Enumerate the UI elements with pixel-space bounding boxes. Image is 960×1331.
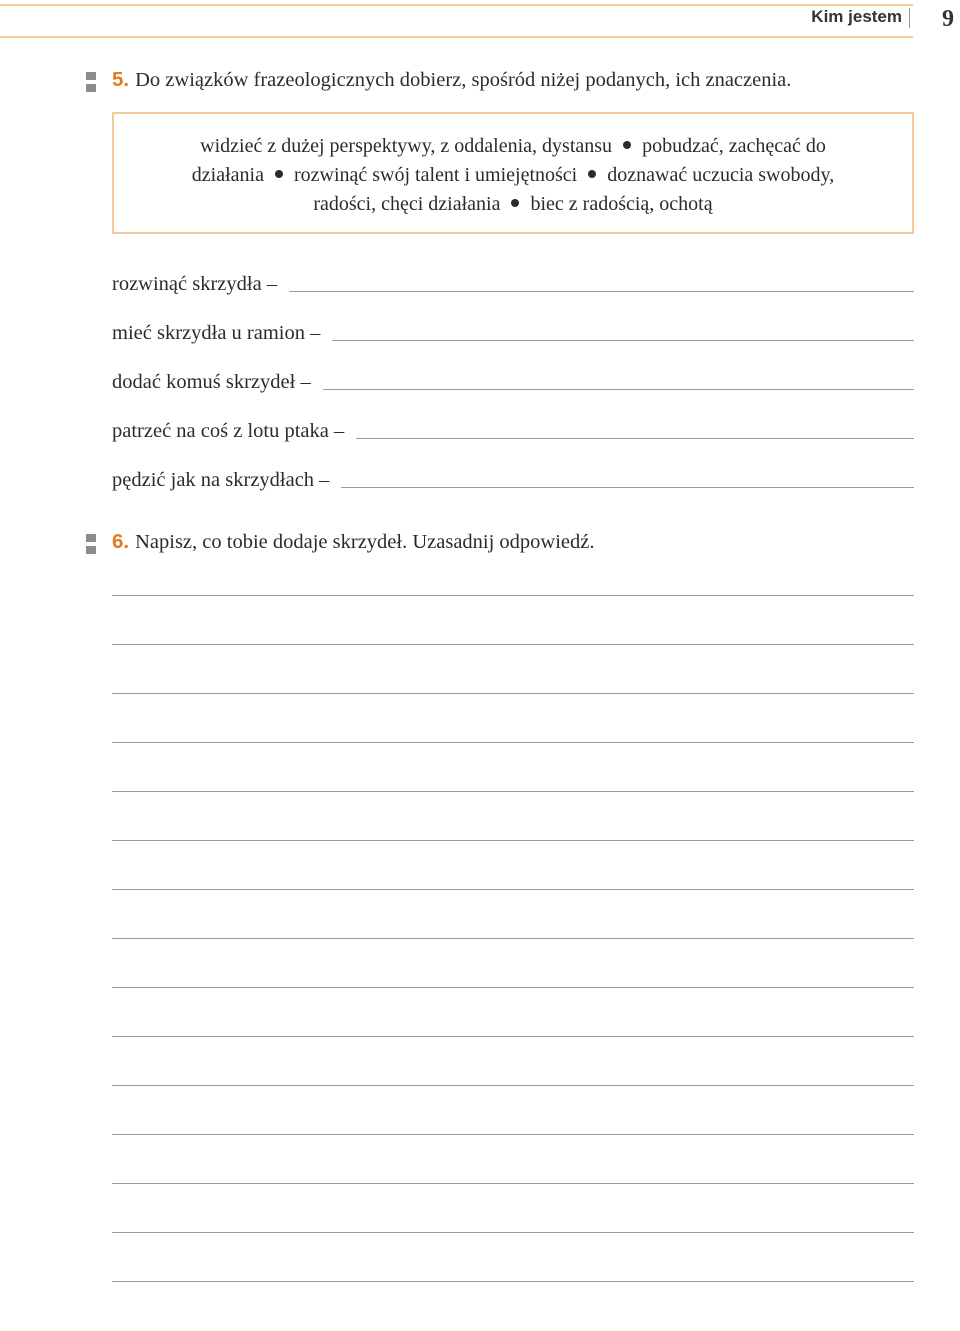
writing-line[interactable] xyxy=(112,791,914,792)
meanings-line-3 xyxy=(134,190,892,219)
writing-line[interactable] xyxy=(112,1281,914,1282)
phrase-label: pędzić jak na skrzydłach – xyxy=(112,469,330,491)
meaning-item: widzieć z dużej perspektywy, z oddalenia, dystansu xyxy=(200,135,613,157)
answer-line[interactable] xyxy=(356,438,914,439)
phrase-label: dodać komuś skrzydeł – xyxy=(112,371,311,393)
task-6-heading xyxy=(112,530,595,554)
phrase-row xyxy=(112,270,914,296)
writing-line[interactable] xyxy=(112,889,914,890)
writing-line[interactable] xyxy=(112,1134,914,1135)
answer-line[interactable] xyxy=(332,340,914,341)
writing-line[interactable] xyxy=(112,987,914,988)
task-marker-icon xyxy=(86,72,96,96)
writing-line[interactable] xyxy=(112,1036,914,1037)
meanings-box xyxy=(112,112,914,234)
writing-line[interactable] xyxy=(112,742,914,743)
answer-line[interactable] xyxy=(323,389,914,390)
answer-line[interactable] xyxy=(289,291,914,292)
writing-line[interactable] xyxy=(112,840,914,841)
meaning-item: biec z radością, ochotą xyxy=(530,193,713,215)
writing-line[interactable] xyxy=(112,1183,914,1184)
writing-line[interactable] xyxy=(112,938,914,939)
meaning-item: pobudzać, zachęcać do xyxy=(642,135,826,157)
phrase-label: rozwinąć skrzydła – xyxy=(112,273,278,295)
chapter-title: Kim jestem xyxy=(811,7,902,26)
bullet-icon xyxy=(588,170,596,178)
phrase-row xyxy=(112,368,914,394)
task-marker-icon xyxy=(86,534,96,558)
phrase-row xyxy=(112,319,914,345)
task-5-instruction: Do związków frazeologicznych dobierz, spośród niżej podanych, ich znaczenia. xyxy=(135,69,792,91)
writing-line[interactable] xyxy=(112,693,914,694)
phrase-label: mieć skrzydła u ramion – xyxy=(112,322,321,344)
phrase-label: patrzeć na coś z lotu ptaka – xyxy=(112,420,345,442)
task-6-instruction: Napisz, co tobie dodaje skrzydeł. Uzasadnij odpowiedź. xyxy=(135,531,595,553)
meaning-item: rozwinąć swój talent i umiejętności xyxy=(293,164,578,186)
task-5-heading xyxy=(112,68,791,92)
meanings-line-2 xyxy=(134,161,892,190)
bullet-icon xyxy=(511,199,519,207)
meaning-item: doznawać uczucia swobody, xyxy=(607,164,835,186)
meaning-item: działania xyxy=(191,164,264,186)
header-divider xyxy=(909,8,910,28)
bullet-icon xyxy=(275,170,283,178)
bullet-icon xyxy=(623,141,631,149)
task-6-number: 6. xyxy=(112,530,130,553)
writing-line[interactable] xyxy=(112,595,914,596)
task-5-number: 5. xyxy=(112,68,130,91)
writing-line[interactable] xyxy=(112,1232,914,1233)
phrase-row xyxy=(112,417,914,443)
page-number: 9 xyxy=(942,6,954,32)
header-bar xyxy=(0,4,913,38)
answer-line[interactable] xyxy=(341,487,914,488)
writing-line[interactable] xyxy=(112,644,914,645)
meanings-line-1 xyxy=(134,132,892,161)
meaning-item: radości, chęci działania xyxy=(313,193,501,215)
phrase-row xyxy=(112,466,914,492)
writing-line[interactable] xyxy=(112,1085,914,1086)
